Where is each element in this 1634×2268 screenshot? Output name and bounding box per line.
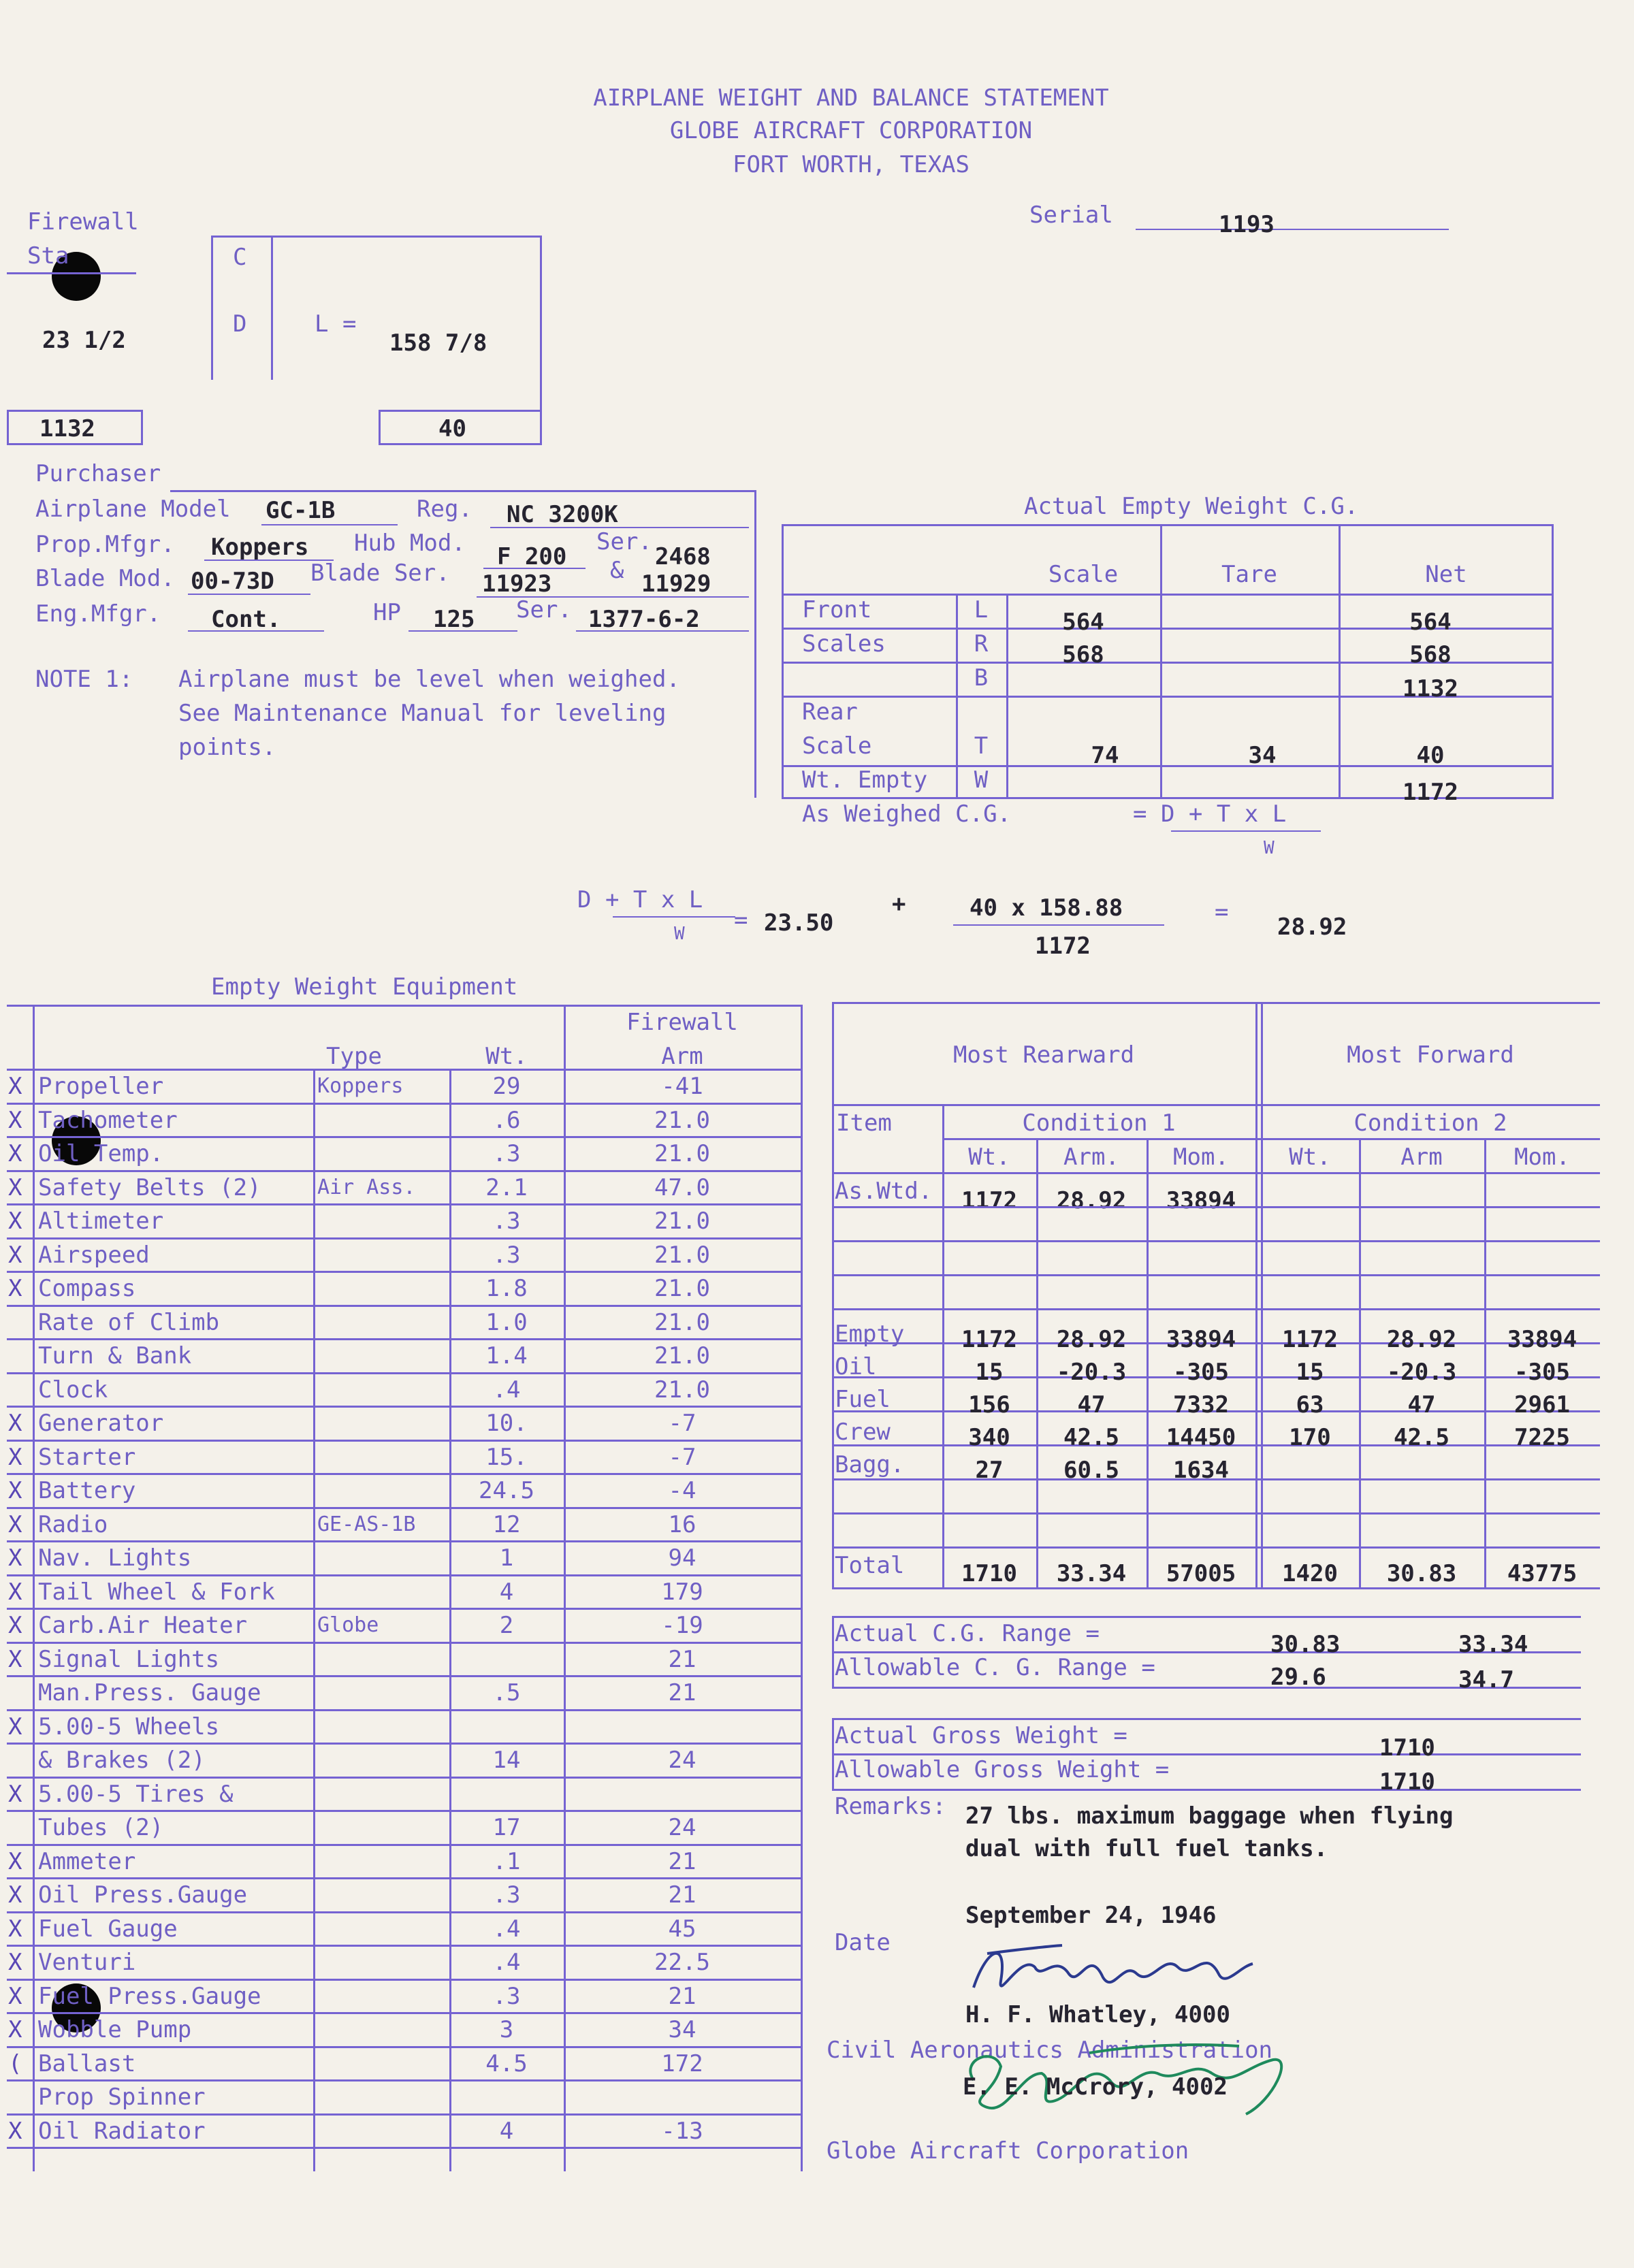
- equipment-item: Ballast: [38, 2050, 136, 2077]
- equipment-item: Carb.Air Heater: [38, 1612, 248, 1639]
- actual-cg-range-hi: 33.34: [1458, 1631, 1528, 1658]
- prop-ser-label: Ser.: [596, 528, 652, 555]
- equipment-weight: 10.: [485, 1410, 528, 1437]
- equipment-item: Oil Radiator: [38, 2118, 206, 2145]
- loading-row-label: Fuel: [835, 1386, 891, 1413]
- equipment-arm: 172: [661, 2050, 703, 2077]
- equipment-title: Empty Weight Equipment: [211, 973, 518, 1001]
- hub-value: F 200: [497, 543, 567, 570]
- eng-ser-value: 1377-6-2: [588, 606, 700, 633]
- equipment-arm: 21: [668, 1881, 696, 1909]
- equipment-check-mark: X: [8, 1107, 22, 1134]
- remarks-label: Remarks:: [835, 1793, 946, 1820]
- equipment-item: Tubes (2): [38, 1814, 164, 1841]
- equipment-arm: -19: [661, 1612, 703, 1639]
- loading-total-mom2: 43775: [1507, 1560, 1577, 1587]
- equipment-arm: 21: [668, 1679, 696, 1706]
- firewall-sta: Sta: [27, 242, 69, 270]
- prop-ser-value: 2468: [655, 543, 711, 570]
- header-title: AIRPLANE WEIGHT AND BALANCE STATEMENT: [593, 84, 1109, 112]
- equipment-weight: 1.4: [485, 1342, 528, 1370]
- loading-row-label: Oil: [835, 1353, 877, 1380]
- equipment-arm: 21.0: [654, 1208, 710, 1235]
- equipment-item: Signal Lights: [38, 1646, 220, 1673]
- loading-cell-mom2: -305: [1514, 1359, 1570, 1386]
- note-label: NOTE 1:: [35, 666, 133, 693]
- signoff-signer-1: H. F. Whatley, 4000: [965, 2001, 1230, 2028]
- loading-cell-arm1: 47: [1077, 1391, 1106, 1419]
- actual-cg-letter-r: R: [974, 630, 989, 658]
- loading-cell-wt2: 15: [1296, 1359, 1324, 1386]
- equipment-item: Generator: [38, 1410, 164, 1437]
- equipment-item: Altimeter: [38, 1208, 164, 1235]
- loading-cell-wt1: 340: [968, 1424, 1010, 1451]
- loading-cell-mom2: 33894: [1507, 1326, 1577, 1353]
- as-wtd-arm: 28.92: [1056, 1187, 1127, 1214]
- equipment-check-mark: X: [8, 1915, 22, 1943]
- equipment-arm: 21.0: [654, 1342, 710, 1370]
- loading-cell-arm2: 42.5: [1394, 1424, 1449, 1451]
- reg-value: NC 3200K: [507, 501, 618, 528]
- firewall-sta-value: 23 1/2: [42, 327, 126, 354]
- loading-total-mom1: 57005: [1166, 1560, 1236, 1587]
- hp-label: HP: [373, 599, 401, 626]
- signoff-org-2: Globe Aircraft Corporation: [827, 2137, 1189, 2165]
- model-value: GC-1B: [266, 497, 336, 524]
- loading-row-label: Empty: [835, 1321, 905, 1348]
- as-weighed-formula-bottom: W: [1264, 838, 1275, 858]
- equipment-check-mark: X: [8, 1578, 22, 1606]
- actual-cg-l-scale: 564: [1062, 609, 1104, 636]
- equipment-weight: 4.5: [485, 2050, 528, 2077]
- equipment-arm: 21: [668, 1848, 696, 1875]
- equipment-weight: 4: [499, 2118, 514, 2145]
- loading-cell-arm1: 28.92: [1056, 1326, 1127, 1353]
- equipment-arm: -41: [661, 1073, 703, 1100]
- as-weighed-formula-top: = D + T x L: [1133, 800, 1287, 828]
- equipment-item: Radio: [38, 1511, 108, 1538]
- equipment-arm: 21: [668, 1983, 696, 2010]
- equipment-weight: .4: [492, 1949, 521, 1976]
- equipment-weight: 15.: [485, 1444, 528, 1471]
- equipment-weight: 2: [499, 1612, 514, 1639]
- prop-value: Koppers: [211, 534, 309, 561]
- equipment-item: Clock: [38, 1376, 108, 1404]
- equipment-weight: .5: [492, 1679, 521, 1706]
- equipment-arm: 21: [668, 1646, 696, 1673]
- loading-col-wt-2: Wt.: [1289, 1144, 1331, 1171]
- loading-cell-wt1: 27: [975, 1457, 1004, 1484]
- equipment-weight: .4: [492, 1915, 521, 1943]
- blade-label: Blade Mod.: [35, 565, 175, 592]
- actual-cg-title: Actual Empty Weight C.G.: [1024, 493, 1359, 520]
- actual-cg-range-label: Actual C.G. Range =: [835, 1620, 1100, 1647]
- equipment-weight: .3: [492, 1140, 521, 1167]
- equipment-arm: 21.0: [654, 1376, 710, 1404]
- loading-cell-mom2: 7225: [1514, 1424, 1570, 1451]
- equipment-item: Battery: [38, 1477, 136, 1504]
- equipment-arm: 22.5: [654, 1949, 710, 1976]
- loading-cell-wt2: 63: [1296, 1391, 1324, 1419]
- equipment-weight: .3: [492, 1208, 521, 1235]
- loading-item-label: Item: [836, 1109, 892, 1137]
- equipment-check-mark: X: [8, 2016, 22, 2043]
- header-company: GLOBE AIRCRAFT CORPORATION: [669, 117, 1033, 144]
- loading-cell-mom1: 1634: [1173, 1457, 1229, 1484]
- equipment-weight: .1: [492, 1848, 521, 1875]
- loading-cell-wt1: 15: [975, 1359, 1004, 1386]
- firewall-rear-weight: 40: [438, 415, 466, 442]
- as-wtd-mom: 33894: [1166, 1187, 1236, 1214]
- allowable-cg-range-label: Allowable C. G. Range =: [835, 1654, 1155, 1681]
- equipment-item: Oil Temp.: [38, 1140, 164, 1167]
- actual-cg-rear: Rear: [802, 698, 858, 726]
- equipment-weight: 4: [499, 1578, 514, 1606]
- equipment-check-mark: X: [8, 1848, 22, 1875]
- model-label: Airplane Model: [35, 496, 231, 523]
- equipment-arm: 24: [668, 1747, 696, 1774]
- hub-label: Hub Mod.: [354, 530, 466, 557]
- equipment-item: Rate of Climb: [38, 1309, 220, 1336]
- calc-lhs-top: D + T x L: [577, 886, 703, 913]
- equipment-item: Turn & Bank: [38, 1342, 192, 1370]
- actual-cg-scale: Scale: [802, 732, 872, 760]
- loading-col-mom-1: Mom.: [1173, 1144, 1229, 1171]
- equipment-weight: 14: [492, 1747, 521, 1774]
- firewall-c: C: [233, 244, 247, 271]
- prop-label: Prop.Mfgr.: [35, 531, 175, 558]
- actual-cg-col-tare: Tare: [1221, 561, 1277, 588]
- header-city: FORT WORTH, TEXAS: [733, 151, 970, 178]
- loading-col-mom-2: Mom.: [1514, 1144, 1570, 1171]
- blade-ser-value-2: 11929: [641, 570, 711, 598]
- equipment-weight: 1.0: [485, 1309, 528, 1336]
- equipment-check-mark: X: [8, 1544, 22, 1572]
- note-line-3: points.: [178, 734, 276, 761]
- actual-cg-r-scale: 568: [1062, 641, 1104, 668]
- most-rearward: Most Rearward: [952, 1041, 1135, 1069]
- equipment-item: Starter: [38, 1444, 136, 1471]
- equipment-item: Prop Spinner: [38, 2084, 206, 2111]
- equipment-weight: .6: [492, 1107, 521, 1134]
- equipment-weight: 2.1: [485, 1174, 528, 1201]
- loading-cell-arm2: -20.3: [1386, 1359, 1457, 1386]
- blade-value: 00-73D: [191, 568, 274, 595]
- equipment-check-mark: X: [8, 1208, 22, 1235]
- actual-cg-w-net: 1172: [1403, 779, 1458, 806]
- equipment-arm: 16: [668, 1511, 696, 1538]
- equipment-weight: .3: [492, 1983, 521, 2010]
- equipment-check-mark: X: [8, 1174, 22, 1201]
- equipment-weight: .4: [492, 1376, 521, 1404]
- equipment-check-mark: X: [8, 1242, 22, 1269]
- equipment-arm: 94: [668, 1544, 696, 1572]
- loading-total-wt2: 1420: [1282, 1560, 1338, 1587]
- equipment-check-mark: X: [8, 1781, 22, 1808]
- loading-total-arm1: 33.34: [1056, 1560, 1127, 1587]
- allowable-gross-label: Allowable Gross Weight =: [835, 1756, 1170, 1783]
- loading-cell-arm1: -20.3: [1056, 1359, 1127, 1386]
- eng-value: Cont.: [211, 606, 281, 633]
- firewall-d: D: [233, 310, 247, 338]
- signoff-org-1: Civil Aeronautics Administration: [827, 2037, 1273, 2064]
- equipment-item: Man.Press. Gauge: [38, 1679, 261, 1706]
- equipment-weight: 24.5: [479, 1477, 534, 1504]
- actual-cg-wt-empty: Wt. Empty: [802, 766, 928, 794]
- actual-cg-t-net: 40: [1416, 742, 1445, 769]
- equipment-check-mark: X: [8, 1612, 22, 1639]
- actual-cg-col-scale: Scale: [1048, 561, 1119, 588]
- equipment-col-arm: Arm: [661, 1043, 703, 1070]
- condition-2: Condition 2: [1353, 1109, 1507, 1137]
- calc-eq-2: =: [1215, 898, 1229, 926]
- equipment-arm: 47.0: [654, 1174, 710, 1201]
- equipment-check-mark: X: [8, 1511, 22, 1538]
- equipment-arm: 24: [668, 1814, 696, 1841]
- equipment-check-mark: X: [8, 1881, 22, 1909]
- equipment-item: Compass: [38, 1275, 136, 1302]
- equipment-item: Wobble Pump: [38, 2016, 192, 2043]
- equipment-type: Air Ass.: [317, 1176, 416, 1199]
- equipment-item: 5.00-5 Wheels: [38, 1713, 220, 1740]
- equipment-item: Fuel Gauge: [38, 1915, 178, 1943]
- equipment-arm: 45: [668, 1915, 696, 1943]
- equipment-check-mark: X: [8, 1646, 22, 1673]
- actual-cg-r-net: 568: [1409, 641, 1452, 668]
- calc-result: 28.92: [1277, 913, 1347, 941]
- equipment-arm: -4: [668, 1477, 696, 1504]
- equipment-arm: 21.0: [654, 1275, 710, 1302]
- loading-cell-arm1: 60.5: [1063, 1457, 1119, 1484]
- equipment-col-type: Type: [326, 1043, 382, 1070]
- actual-gross-value: 1710: [1379, 1734, 1435, 1762]
- equipment-check-mark: X: [8, 2118, 22, 2145]
- equipment-arm: 21.0: [654, 1140, 710, 1167]
- equipment-item: Tachometer: [38, 1107, 178, 1134]
- loading-total-arm2: 30.83: [1386, 1560, 1457, 1587]
- equipment-check-mark: X: [8, 1444, 22, 1471]
- as-wtd-label: As.Wtd.: [835, 1178, 933, 1205]
- equipment-check-mark: X: [8, 1275, 22, 1302]
- equipment-weight: .3: [492, 1881, 521, 1909]
- remarks-line-2: dual with full fuel tanks.: [965, 1835, 1328, 1862]
- calc-denominator: 1172: [1035, 933, 1091, 960]
- loading-cell-arm2: 28.92: [1386, 1326, 1457, 1353]
- equipment-weight: 1.8: [485, 1275, 528, 1302]
- equipment-arm: 21.0: [654, 1242, 710, 1269]
- blade-ser-amp: &: [610, 557, 624, 584]
- blade-ser-label: Blade Ser.: [310, 560, 450, 587]
- hp-value: 125: [433, 606, 475, 633]
- equipment-type: Koppers: [317, 1074, 404, 1098]
- equipment-item: & Brakes (2): [38, 1747, 206, 1774]
- serial-value: 1193: [1219, 211, 1275, 238]
- loading-col-arm-2: Arm: [1400, 1144, 1443, 1171]
- actual-cg-scales: Scales: [802, 630, 886, 658]
- equipment-weight: 17: [492, 1814, 521, 1841]
- equipment-check-mark: X: [8, 1410, 22, 1437]
- equipment-item: Airspeed: [38, 1242, 150, 1269]
- equipment-weight: .3: [492, 1242, 521, 1269]
- condition-1: Condition 1: [1022, 1109, 1176, 1137]
- note-line-1: Airplane must be level when weighed.: [178, 666, 680, 693]
- calc-numerator: 40 x 158.88: [970, 894, 1123, 922]
- equipment-arm: -7: [668, 1410, 696, 1437]
- as-wtd-wt: 1172: [961, 1187, 1017, 1214]
- note-line-2: See Maintenance Manual for leveling: [178, 700, 667, 727]
- as-weighed-label: As Weighed C.G.: [802, 800, 1012, 828]
- loading-col-wt-1: Wt.: [968, 1144, 1010, 1171]
- actual-cg-l-net: 564: [1409, 609, 1452, 636]
- allowable-gross-value: 1710: [1379, 1768, 1435, 1796]
- calc-eq: =: [734, 907, 748, 934]
- allowable-cg-range-hi: 34.7: [1458, 1666, 1514, 1694]
- calc-plus: +: [892, 890, 906, 918]
- equipment-arm: 21.0: [654, 1107, 710, 1134]
- actual-cg-letter-t: T: [974, 732, 989, 760]
- actual-cg-letter-b: B: [974, 664, 989, 692]
- equipment-col-wt: Wt.: [485, 1043, 528, 1070]
- eng-label: Eng.Mfgr.: [35, 600, 161, 628]
- actual-cg-letter-w: W: [974, 766, 989, 794]
- equipment-arm: -13: [661, 2118, 703, 2145]
- equipment-col-firewall: Firewall: [626, 1009, 738, 1036]
- blade-ser-value-1: 11923: [482, 570, 552, 598]
- equipment-type: Globe: [317, 1613, 379, 1637]
- equipment-check-mark: X: [8, 1713, 22, 1740]
- equipment-item: Ammeter: [38, 1848, 136, 1875]
- firewall-l-label: L =: [315, 310, 357, 338]
- equipment-item: Tail Wheel & Fork: [38, 1578, 275, 1606]
- equipment-item: Fuel Press.Gauge: [38, 1983, 261, 2010]
- loading-cell-mom1: -305: [1173, 1359, 1229, 1386]
- calc-d-value: 23.50: [764, 909, 834, 937]
- loading-cell-arm1: 42.5: [1063, 1424, 1119, 1451]
- equipment-weight: 12: [492, 1511, 521, 1538]
- loading-cell-wt1: 1172: [961, 1326, 1017, 1353]
- equipment-weight: 29: [492, 1073, 521, 1100]
- loading-total-label: Total: [835, 1552, 905, 1579]
- loading-cell-mom1: 14450: [1166, 1424, 1236, 1451]
- signoff-date-label: Date: [835, 1929, 891, 1956]
- loading-cell-arm2: 47: [1407, 1391, 1436, 1419]
- equipment-check-mark: X: [8, 1477, 22, 1504]
- actual-cg-col-net: Net: [1425, 561, 1467, 588]
- equipment-arm: 34: [668, 2016, 696, 2043]
- loading-cell-mom2: 2961: [1514, 1391, 1570, 1419]
- eng-ser-label: Ser.: [516, 596, 572, 623]
- equipment-item: 5.00-5 Tires &: [38, 1781, 234, 1808]
- loading-cell-wt1: 156: [968, 1391, 1010, 1419]
- actual-cg-t-scale: 74: [1091, 742, 1119, 769]
- loading-row-label: Crew: [835, 1419, 891, 1446]
- loading-row-label: Bagg.: [835, 1451, 905, 1478]
- equipment-arm: 21.0: [654, 1309, 710, 1336]
- actual-cg-front: Front: [802, 596, 872, 623]
- signoff-date-value: September 24, 1946: [965, 1902, 1217, 1929]
- loading-cell-mom1: 33894: [1166, 1326, 1236, 1353]
- equipment-check-mark: X: [8, 1949, 22, 1976]
- equipment-item: Propeller: [38, 1073, 164, 1100]
- equipment-check-mark: X: [8, 1983, 22, 2010]
- allowable-cg-range-lo: 29.6: [1270, 1664, 1326, 1691]
- equipment-check-mark: X: [8, 1140, 22, 1167]
- signoff-signer-2: E. E. McCrory, 4002: [963, 2073, 1228, 2101]
- purchaser-label: Purchaser: [35, 460, 161, 487]
- reg-label: Reg.: [417, 496, 472, 523]
- equipment-type: GE-AS-1B: [317, 1512, 416, 1536]
- serial-label: Serial: [1029, 201, 1113, 229]
- equipment-arm: -7: [668, 1444, 696, 1471]
- firewall-l-value: 158 7/8: [389, 329, 487, 357]
- equipment-item: Nav. Lights: [38, 1544, 192, 1572]
- actual-gross-label: Actual Gross Weight =: [835, 1722, 1127, 1749]
- equipment-item: Oil Press.Gauge: [38, 1881, 248, 1909]
- actual-cg-range-lo: 30.83: [1270, 1631, 1341, 1658]
- actual-cg-t-tare: 34: [1248, 742, 1277, 769]
- calc-lhs-bottom: W: [674, 924, 685, 944]
- equipment-check-mark: X: [8, 1073, 22, 1100]
- most-forward: Most Forward: [1347, 1041, 1514, 1069]
- loading-col-arm-1: Arm.: [1063, 1144, 1119, 1171]
- loading-cell-wt2: 170: [1289, 1424, 1331, 1451]
- loading-cell-mom1: 7332: [1173, 1391, 1229, 1419]
- loading-total-wt1: 1710: [961, 1560, 1017, 1587]
- firewall-front-weight: 1132: [39, 415, 95, 442]
- equipment-weight: 1: [499, 1544, 514, 1572]
- firewall-title: Firewall: [27, 208, 139, 236]
- equipment-weight: 3: [499, 2016, 514, 2043]
- actual-cg-b-net: 1132: [1403, 675, 1458, 702]
- equipment-arm: 179: [661, 1578, 703, 1606]
- remarks-line-1: 27 lbs. maximum baggage when flying: [965, 1802, 1454, 1830]
- equipment-check-mark: (: [8, 2050, 22, 2077]
- equipment-item: Safety Belts (2): [38, 1174, 261, 1201]
- loading-cell-wt2: 1172: [1282, 1326, 1338, 1353]
- equipment-item: Venturi: [38, 1949, 136, 1976]
- actual-cg-letter-l: L: [974, 596, 989, 623]
